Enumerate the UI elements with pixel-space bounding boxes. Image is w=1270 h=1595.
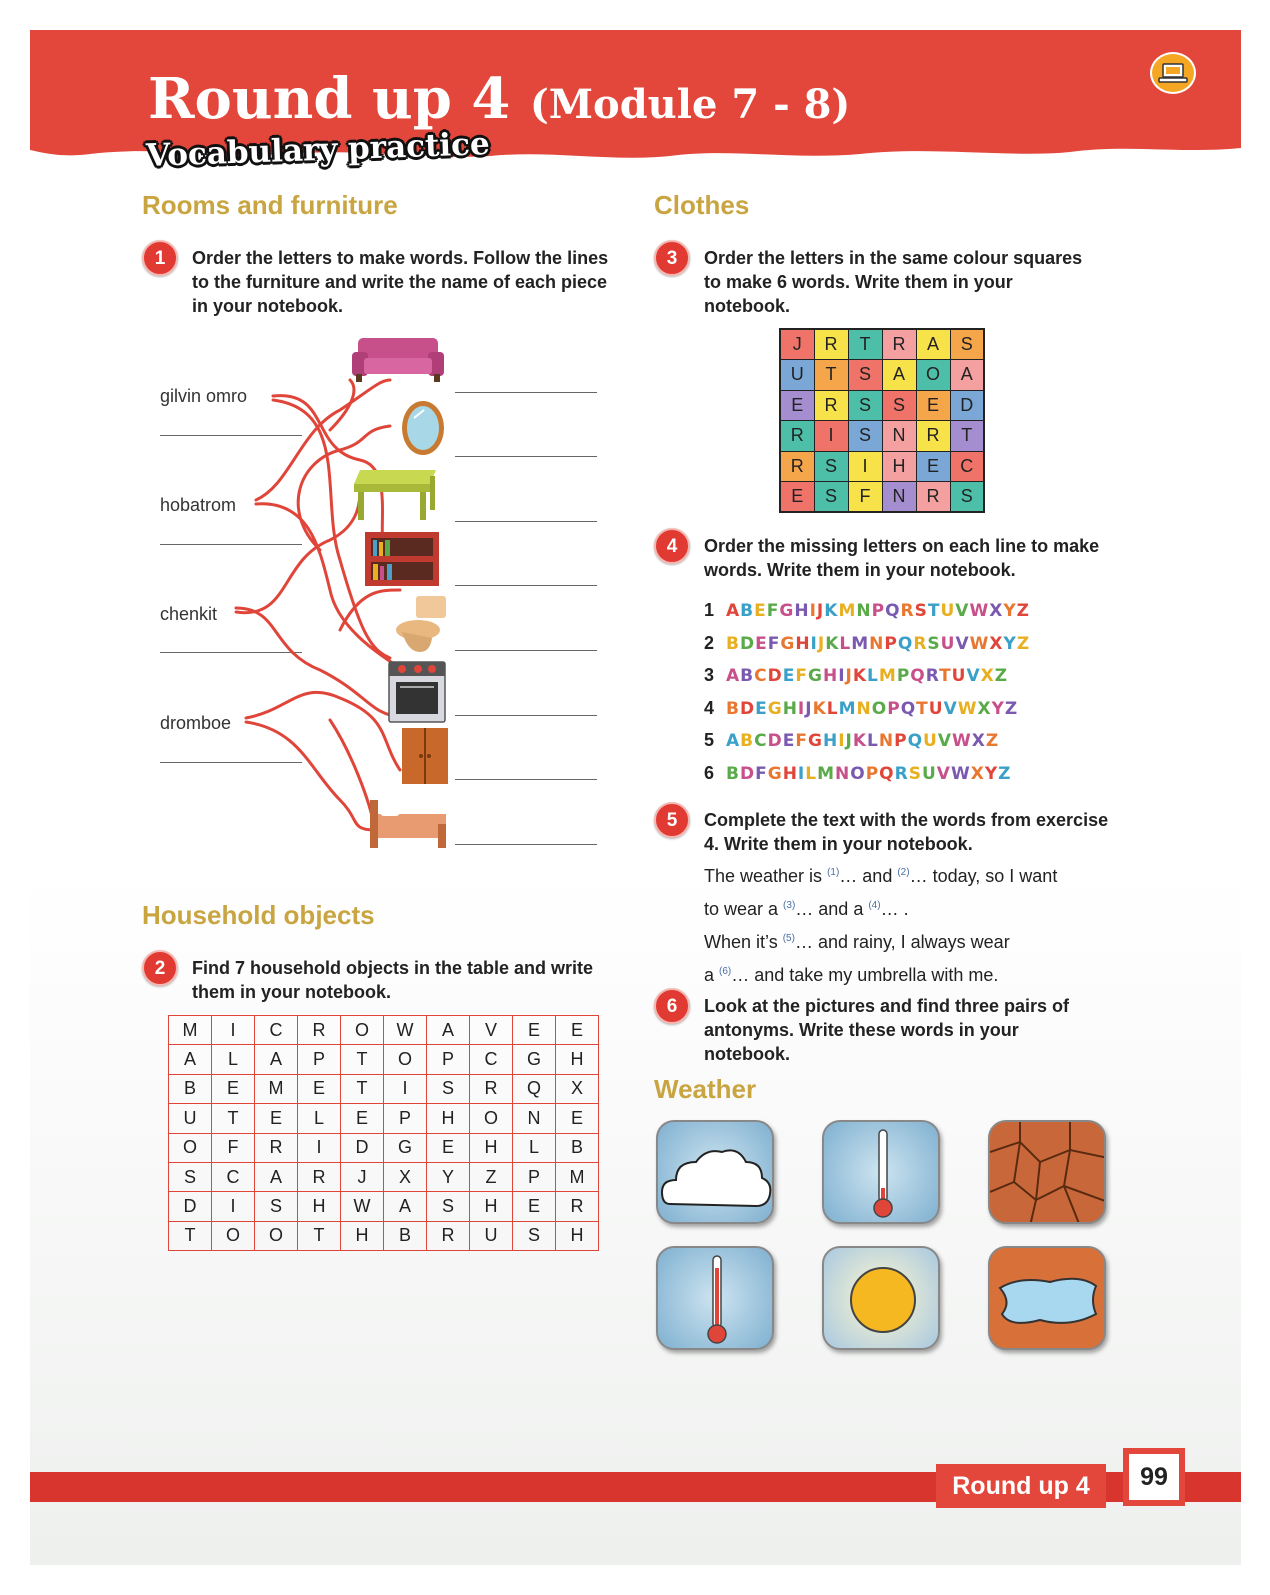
wordsearch-cell[interactable]: F (212, 1133, 255, 1162)
colour-grid-cell[interactable]: S (814, 482, 848, 513)
wordsearch-cell[interactable]: C (470, 1045, 513, 1074)
exercise-instruction: Order the missing letters on each line to make words. Write them in your notebook. (704, 536, 1100, 580)
clothes-colour-grid (779, 328, 985, 513)
exercise-number: 2 (142, 950, 178, 986)
paragraph-line (704, 957, 1124, 990)
colour-grid-cell[interactable]: R (916, 482, 950, 513)
paragraph-line (704, 891, 1124, 924)
page (30, 30, 1241, 1565)
wordsearch-cell[interactable]: Q (513, 1074, 556, 1103)
wordsearch-cell[interactable]: W (384, 1016, 427, 1045)
paragraph-text: to wear a (704, 899, 784, 919)
colour-grid-cell[interactable]: C (950, 451, 984, 482)
colour-grid-cell[interactable]: A (882, 360, 916, 391)
exercise-number: 3 (654, 240, 690, 276)
exercise-6 (654, 988, 1134, 1068)
cracked-earth-icon (988, 1120, 1106, 1224)
scrambled-word: hobatrom (160, 495, 237, 515)
wordsearch-cell[interactable]: P (427, 1045, 470, 1074)
colour-grid-cell[interactable]: J (780, 329, 814, 360)
answer-line[interactable] (455, 521, 597, 522)
colour-grid-cell[interactable]: I (814, 421, 848, 452)
gap-number: (2) (897, 867, 910, 878)
wordsearch-cell[interactable]: D (341, 1133, 384, 1162)
wordsearch-cell[interactable]: S (169, 1162, 212, 1191)
wordsearch-cell[interactable]: H (470, 1133, 513, 1162)
wordsearch-cell[interactable]: H (298, 1192, 341, 1221)
wordsearch-cell[interactable]: R (255, 1133, 298, 1162)
wordsearch-cell[interactable]: R (427, 1221, 470, 1250)
wordsearch-cell[interactable]: I (298, 1133, 341, 1162)
wordsearch-cell[interactable]: S (427, 1074, 470, 1103)
wordsearch-cell[interactable]: C (212, 1162, 255, 1191)
wordsearch-cell[interactable]: A (255, 1045, 298, 1074)
section-household-title: Household objects (142, 900, 375, 930)
wordsearch-cell[interactable]: O (169, 1133, 212, 1162)
wordsearch-cell[interactable]: M (556, 1162, 599, 1191)
wordsearch-cell[interactable]: H (470, 1192, 513, 1221)
wordsearch-row (169, 1074, 599, 1103)
bookcase-icon (363, 528, 443, 590)
page-number: 99 (1123, 1448, 1185, 1506)
exercise-number: 6 (654, 988, 690, 1024)
alphabet-row (704, 698, 1018, 719)
wordsearch-cell[interactable]: E (556, 1104, 599, 1133)
alphabet-row (704, 730, 999, 751)
wordsearch-cell[interactable]: J (341, 1162, 384, 1191)
answer-line[interactable] (455, 650, 597, 651)
answer-line[interactable] (455, 844, 597, 845)
wordsearch-cell[interactable]: M (169, 1016, 212, 1045)
cooker-icon (386, 660, 448, 724)
colour-grid-cell[interactable]: E (780, 390, 814, 421)
wordsearch-cell[interactable]: T (212, 1104, 255, 1133)
colour-grid-cell[interactable]: A (950, 360, 984, 391)
gap-number: (3) (783, 900, 796, 911)
colour-grid-cell[interactable]: N (882, 482, 916, 513)
wordsearch-cell[interactable]: R (470, 1074, 513, 1103)
section-clothes-title: Clothes (654, 190, 750, 220)
paragraph-text: a (704, 965, 720, 985)
colour-grid-cell[interactable]: H (882, 451, 916, 482)
gap-number: (4) (868, 900, 881, 911)
wordsearch-cell[interactable]: R (298, 1016, 341, 1045)
colour-grid-cell[interactable]: S (848, 390, 882, 421)
table-icon (350, 462, 442, 524)
wordsearch-cell[interactable]: T (298, 1221, 341, 1250)
exercise-number: 5 (654, 802, 690, 838)
alphabet-row-number: 5 (704, 730, 715, 750)
paragraph-text: … and (839, 866, 898, 886)
alphabet-row-letters: BDEFGHIJKLMNPQRSUVWXYZ (726, 633, 1031, 654)
thermometer-high-icon (656, 1246, 774, 1350)
answer-line[interactable] (455, 779, 597, 780)
wordsearch-row (169, 1162, 599, 1191)
gap-number: (5) (782, 933, 795, 944)
wordsearch-cell[interactable]: O (212, 1221, 255, 1250)
colour-grid-row (780, 421, 984, 452)
wordsearch-cell[interactable]: E (212, 1074, 255, 1103)
thermometer-low-icon (822, 1120, 940, 1224)
exercise-2 (142, 950, 612, 1010)
paragraph-text: … and take my umbrella with me. (731, 965, 999, 985)
alphabet-row-number: 2 (704, 632, 715, 653)
wordsearch-cell[interactable]: C (255, 1016, 298, 1045)
alphabet-row (704, 633, 1030, 654)
wordsearch-cell[interactable]: B (384, 1221, 427, 1250)
wordsearch-cell[interactable]: P (513, 1162, 556, 1191)
scrambled-word: gilvin omro (160, 386, 248, 406)
alphabet-row-number: 6 (704, 762, 715, 783)
colour-grid-cell[interactable]: N (882, 421, 916, 452)
scrambled-word: dromboe (160, 713, 232, 733)
exercise-number: 4 (654, 528, 690, 564)
colour-grid-cell[interactable]: E (916, 451, 950, 482)
colour-grid-cell[interactable]: T (950, 421, 984, 452)
wordsearch-cell[interactable]: N (513, 1104, 556, 1133)
colour-grid-row (780, 451, 984, 482)
alphabet-row-number: 3 (704, 665, 715, 685)
paragraph-text: … and a (795, 899, 869, 919)
colour-grid-cell[interactable]: T (848, 329, 882, 360)
answer-line[interactable] (455, 456, 597, 457)
wordsearch-cell[interactable]: A (169, 1045, 212, 1074)
wordsearch-cell[interactable]: A (255, 1162, 298, 1191)
colour-grid-row (780, 329, 984, 360)
wordsearch-cell[interactable]: L (212, 1045, 255, 1074)
wordsearch-row (169, 1133, 599, 1162)
bed-icon (366, 794, 450, 854)
paragraph-line (704, 924, 1124, 957)
exercise-number: 1 (142, 240, 178, 276)
colour-grid-cell[interactable]: I (848, 451, 882, 482)
wordsearch-cell[interactable]: E (427, 1133, 470, 1162)
paragraph-text: … . (880, 899, 909, 919)
wordsearch-cell[interactable]: O (384, 1045, 427, 1074)
water-puddle-icon (988, 1246, 1106, 1350)
wordsearch-cell[interactable]: I (212, 1192, 255, 1221)
paragraph-text: When it’s (704, 932, 783, 952)
colour-grid-row (780, 360, 984, 391)
gap-number: (6) (719, 966, 732, 977)
wordsearch-cell[interactable]: O (341, 1016, 384, 1045)
wordsearch-cell[interactable]: U (169, 1104, 212, 1133)
toilet-icon (392, 594, 452, 656)
wordsearch-cell[interactable]: A (384, 1192, 427, 1221)
colour-grid-row (780, 482, 984, 513)
weather-paragraph (704, 858, 1124, 990)
wordsearch-cell[interactable]: W (341, 1192, 384, 1221)
cloud-icon (656, 1120, 774, 1224)
wordsearch-cell[interactable]: I (212, 1016, 255, 1045)
answer-line[interactable] (455, 392, 597, 393)
exercise-instruction: Find 7 household objects in the table and write them in your notebook. (192, 958, 594, 1002)
mirror-icon (398, 396, 448, 458)
colour-grid-cell[interactable]: S (882, 390, 916, 421)
colour-grid-cell[interactable]: S (814, 451, 848, 482)
wordsearch-row (169, 1192, 599, 1221)
wordsearch-cell[interactable]: U (470, 1221, 513, 1250)
colour-grid-cell[interactable]: S (950, 482, 984, 513)
wordsearch-cell[interactable]: E (255, 1104, 298, 1133)
wordsearch-cell[interactable]: P (298, 1045, 341, 1074)
alphabet-row-letters: ABEFGHIJKMNPQRSTUVWXYZ (726, 601, 1030, 621)
wordsearch-cell[interactable]: P (384, 1104, 427, 1133)
wordsearch-cell[interactable]: V (470, 1016, 513, 1045)
colour-grid-cell[interactable]: U (780, 360, 814, 391)
page-title: Round up 4 (Module 7 - 8) (148, 66, 851, 132)
paragraph-text: The weather is (704, 866, 828, 886)
wordsearch-cell[interactable]: I (384, 1074, 427, 1103)
wordsearch-cell[interactable]: T (169, 1221, 212, 1250)
wordsearch-cell[interactable]: A (427, 1016, 470, 1045)
exercise-instruction: Complete the text with the words from exercise 4. Write them in your notebook. (704, 810, 1109, 854)
wordsearch-cell[interactable]: H (341, 1221, 384, 1250)
colour-grid-cell[interactable]: D (950, 390, 984, 421)
paragraph-text: … today, so I want (909, 866, 1058, 886)
wordsearch-cell[interactable]: H (427, 1104, 470, 1133)
wordsearch-cell[interactable]: O (255, 1221, 298, 1250)
wordsearch-cell[interactable]: X (384, 1162, 427, 1191)
section-rooms-title: Rooms and furniture (142, 190, 398, 220)
wordsearch-cell[interactable]: M (255, 1074, 298, 1103)
colour-grid-row (780, 390, 984, 421)
paragraph-line (704, 858, 1124, 891)
colour-grid-cell[interactable]: R (916, 421, 950, 452)
wordsearch-cell[interactable]: O (470, 1104, 513, 1133)
wordsearch-cell[interactable]: E (298, 1074, 341, 1103)
household-wordsearch (168, 1015, 599, 1251)
wordsearch-cell[interactable]: E (556, 1016, 599, 1045)
exercise-instruction: Look at the pictures and find three pairs of antonyms. Write these words in your notebook. (704, 996, 1070, 1064)
wordsearch-row (169, 1104, 599, 1133)
wordsearch-cell[interactable]: X (556, 1074, 599, 1103)
alphabet-row-letters: ABCDEFGHIJKLMPQRTUVXZ (726, 666, 1009, 686)
colour-grid-cell[interactable]: R (814, 390, 848, 421)
alphabet-row-number: 1 (704, 600, 715, 620)
wordsearch-cell[interactable]: G (513, 1045, 556, 1074)
wordsearch-row (169, 1016, 599, 1045)
alphabet-row (704, 665, 1008, 686)
alphabet-row (704, 600, 1030, 621)
wordsearch-cell[interactable]: E (513, 1192, 556, 1221)
wordsearch-cell[interactable]: T (341, 1074, 384, 1103)
wordsearch-cell[interactable]: R (556, 1192, 599, 1221)
tangle-lines (30, 30, 1241, 930)
wordsearch-cell[interactable]: L (298, 1104, 341, 1133)
wordsearch-cell[interactable]: Z (470, 1162, 513, 1191)
alphabet-row (704, 763, 1011, 784)
wordsearch-cell[interactable]: S (427, 1192, 470, 1221)
colour-grid-cell[interactable]: E (916, 390, 950, 421)
wordsearch-cell[interactable]: H (556, 1045, 599, 1074)
wordsearch-cell[interactable]: Y (427, 1162, 470, 1191)
answer-line[interactable] (455, 715, 597, 716)
wordsearch-cell[interactable]: G (384, 1133, 427, 1162)
exercise-instruction: Order the letters in the same colour squares to make 6 words. Write them in your notebook. (704, 248, 1083, 316)
wordsearch-cell[interactable]: S (255, 1192, 298, 1221)
sun-icon (822, 1246, 940, 1350)
colour-grid-cell[interactable]: R (882, 329, 916, 360)
paragraph-text: … and rainy, I always wear (794, 932, 1010, 952)
wordsearch-cell[interactable]: L (513, 1133, 556, 1162)
wardrobe-icon (400, 726, 452, 788)
wordsearch-cell[interactable]: B (556, 1133, 599, 1162)
colour-grid-cell[interactable]: S (848, 360, 882, 391)
wordsearch-row (169, 1221, 599, 1250)
page-title-module: (Module 7 - 8) (529, 81, 851, 128)
exercise-5 (654, 802, 1134, 862)
scrambled-word: chenkit (160, 604, 218, 624)
gap-number: (1) (827, 867, 840, 878)
page-subtitle: Vocabulary practice (145, 126, 491, 174)
wordsearch-cell[interactable]: H (556, 1221, 599, 1250)
alphabet-row-letters: ABCDEFGHIJKLNPQUVWXZ (726, 731, 1000, 751)
alphabet-row-number: 4 (704, 697, 715, 718)
alphabet-row-letters: BDEGHIJKLMNOPQTUVWXYZ (726, 698, 1019, 719)
colour-grid-cell[interactable]: S (950, 329, 984, 360)
exercise-instruction: Order the letters to make words. Follow the lines to the furniture and write the name of each piece in your notebook. (192, 248, 609, 316)
exercise-4 (654, 528, 1134, 588)
colour-grid-cell[interactable]: O (916, 360, 950, 391)
wordsearch-cell[interactable]: R (298, 1162, 341, 1191)
answer-line[interactable] (455, 585, 597, 586)
wordsearch-cell[interactable]: E (513, 1016, 556, 1045)
section-weather-title: Weather (654, 1074, 757, 1104)
wordsearch-cell[interactable]: S (513, 1221, 556, 1250)
alphabet-row-letters: BDFGHILMNOPQRSUVWXYZ (726, 763, 1012, 784)
wordsearch-cell[interactable]: T (341, 1045, 384, 1074)
sofa-icon (348, 330, 448, 390)
footer-label: Round up 4 (936, 1464, 1106, 1508)
wordsearch-cell[interactable]: D (169, 1192, 212, 1221)
colour-grid-cell[interactable]: R (814, 329, 848, 360)
colour-grid-cell[interactable]: R (780, 451, 814, 482)
colour-grid-cell[interactable]: S (848, 421, 882, 452)
colour-grid-cell[interactable]: F (848, 482, 882, 513)
wordsearch-cell[interactable]: E (341, 1104, 384, 1133)
colour-grid-cell[interactable]: T (814, 360, 848, 391)
exercise-3 (654, 240, 1124, 320)
colour-grid-cell[interactable]: E (780, 482, 814, 513)
wordsearch-row (169, 1045, 599, 1074)
wordsearch-cell[interactable]: B (169, 1074, 212, 1103)
colour-grid-cell[interactable]: R (780, 421, 814, 452)
colour-grid-cell[interactable]: A (916, 329, 950, 360)
